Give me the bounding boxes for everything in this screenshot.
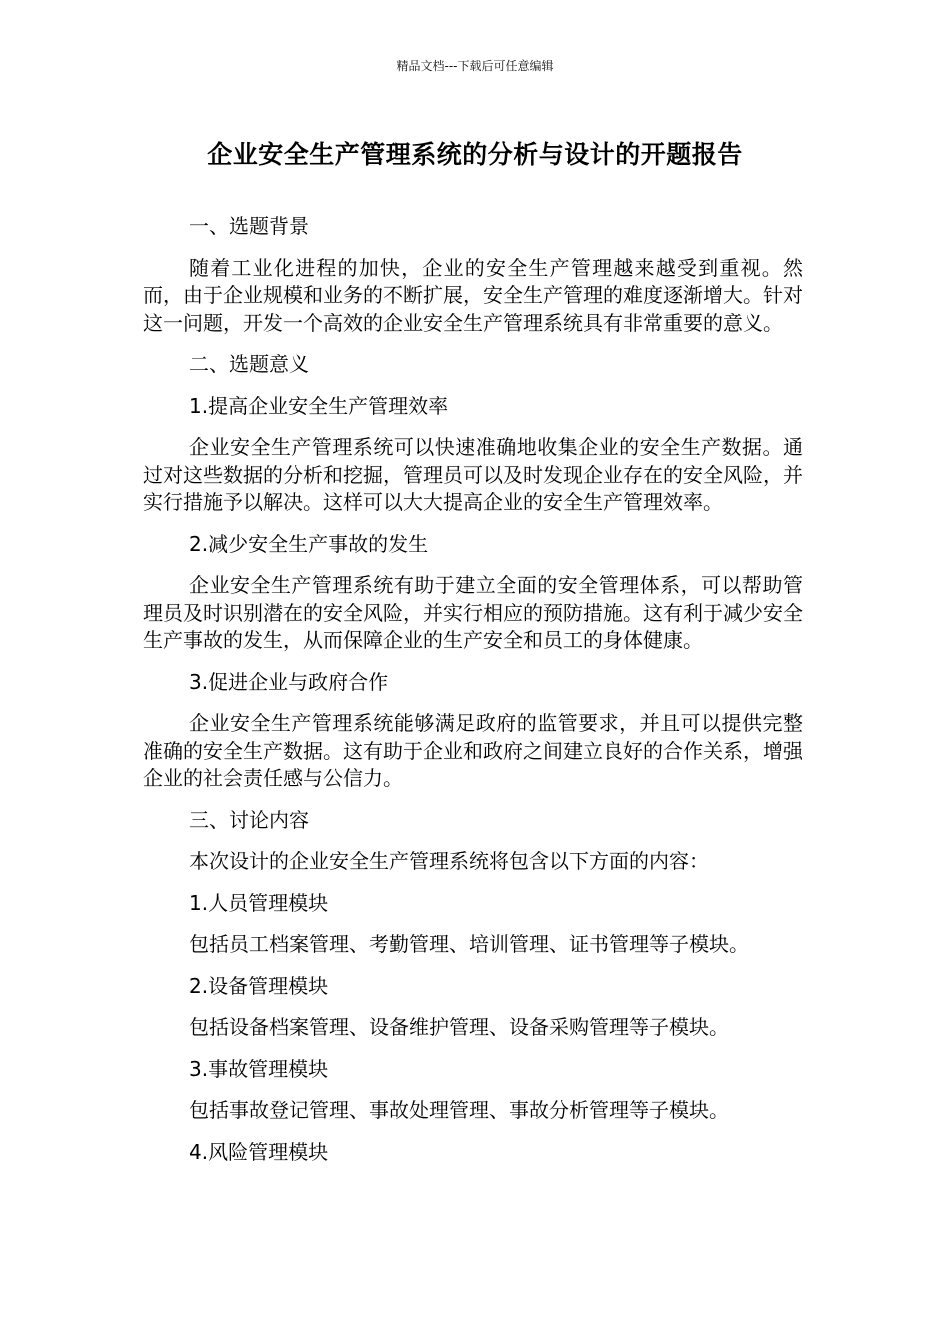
module-desc-accident: 包括事故登记管理、事故处理管理、事故分析管理等子模块。 xyxy=(189,1098,729,1122)
subheading-accident-reduction: 2.减少安全生产事故的发生 xyxy=(189,531,429,556)
document-title: 企业安全生产管理系统的分析与设计的开题报告 xyxy=(207,140,743,169)
section-heading-significance: 二、选题意义 xyxy=(189,352,309,376)
paragraph-efficiency: 企业安全生产管理系统可以快速准确地收集企业的安全生产数据。通过对这些数据的分析和挖掘，管理员可以及时发现企业存在的安全风险，并实行措施予以解决。这样可以大大提高企业的安全生产管理效率。 xyxy=(143,435,803,514)
module-desc-equipment: 包括设备档案管理、设备维护管理、设备采购管理等子模块。 xyxy=(189,1015,729,1039)
section-heading-content: 三、讨论内容 xyxy=(189,807,309,832)
content-intro: 本次设计的企业安全生产管理系统将包含以下方面的内容： xyxy=(189,849,709,873)
paragraph-background: 随着工业化进程的加快，企业的安全生产管理越来越受到重视。然而，由于企业规模和业务的不断扩展，安全生产管理的难度逐渐增大。针对这一问题，开发一个高效的企业安全生产管理系统具有非常重要的意义。 xyxy=(143,255,803,335)
paragraph-accident-reduction: 企业安全生产管理系统有助于建立全面的安全管理体系，可以帮助管理员及时识别潜在的安全风险，并实行相应的预防措施。这有利于减少安全生产事故的发生，从而保障企业的生产安全和员工的身体健康。 xyxy=(143,573,803,652)
page-header: 精品文档---下载后可任意编辑 xyxy=(396,59,554,73)
module-title-risk: 4.风险管理模块 xyxy=(189,1139,329,1164)
section-heading-background: 一、选题背景 xyxy=(189,214,309,238)
paragraph-government-cooperation: 企业安全生产管理系统能够满足政府的监管要求，并且可以提供完整准确的安全生产数据。这有助于企业和政府之间建立良好的合作关系，增强企业的社会责任感与公信力。 xyxy=(143,711,803,790)
subheading-government-cooperation: 3.促进企业与政府合作 xyxy=(189,669,389,694)
module-desc-personnel: 包括员工档案管理、考勤管理、培训管理、证书管理等子模块。 xyxy=(189,932,749,956)
module-title-personnel: 1.人员管理模块 xyxy=(189,890,329,915)
module-title-accident: 3.事故管理模块 xyxy=(189,1056,329,1081)
subheading-efficiency: 1.提高企业安全生产管理效率 xyxy=(189,393,449,418)
module-title-equipment: 2.设备管理模块 xyxy=(189,973,329,998)
document-body xyxy=(143,213,803,1180)
